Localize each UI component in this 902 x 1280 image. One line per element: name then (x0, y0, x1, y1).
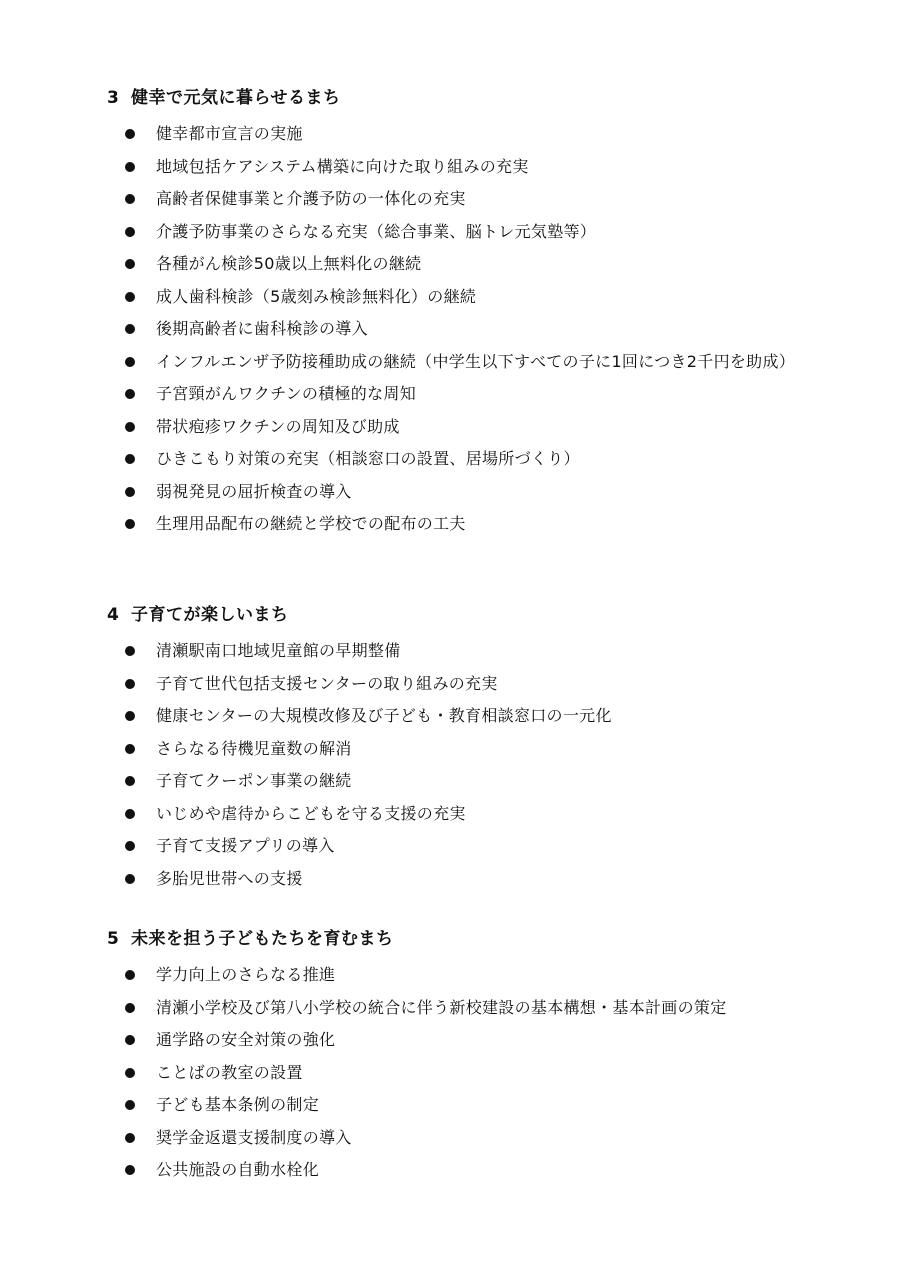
bullet-icon (125, 679, 135, 689)
list-item-text: 子育て世代包括支援センターの取り組みの充実 (156, 673, 498, 693)
bullet-list (0, 959, 902, 1187)
list-item (0, 183, 902, 216)
list-item (0, 1024, 902, 1057)
list-item (0, 668, 902, 701)
bullet-icon (125, 1133, 135, 1143)
list-item-text: 高齢者保健事業と介護予防の一体化の充実 (156, 189, 466, 208)
section-heading (107, 603, 902, 627)
bullet-icon (125, 487, 135, 497)
list-item (0, 700, 902, 733)
list-item (0, 508, 902, 541)
list-item-text: 子宮頸がんワクチンの積極的な周知 (156, 384, 417, 403)
list-item (0, 733, 902, 766)
list-item (0, 118, 902, 151)
bullet-icon (125, 809, 135, 819)
list-item-text: 弱視発見の屈折検査の導入 (156, 481, 352, 501)
bullet-icon (125, 194, 135, 204)
bullet-icon (125, 324, 135, 334)
list-item-text: 奨学金返還支援制度の導入 (156, 1127, 352, 1147)
list-item (0, 635, 902, 668)
bullet-icon (125, 1068, 135, 1078)
bullet-icon (125, 259, 135, 269)
list-item (0, 863, 902, 896)
bullet-icon (125, 519, 135, 529)
list-item-text: 帯状疱疹ワクチンの周知及び助成 (156, 416, 400, 436)
section-5 (0, 927, 902, 1187)
bullet-icon (125, 129, 135, 139)
list-item (0, 992, 902, 1025)
bullet-list (0, 635, 902, 895)
section-4 (0, 603, 902, 895)
section-heading (107, 927, 902, 951)
bullet-icon (125, 1035, 135, 1045)
bullet-icon (125, 874, 135, 884)
list-item (0, 1057, 902, 1090)
list-item-text: 健康センターの大規模改修及び子ども・教育相談窓口の一元化 (156, 706, 612, 725)
bullet-icon (125, 357, 135, 367)
list-item (0, 346, 902, 379)
list-item-text: 成人歯科検診（5歳刻み検診無料化）の継続 (156, 286, 477, 306)
bullet-icon (125, 1100, 135, 1110)
list-item (0, 476, 902, 509)
bullet-icon (125, 422, 135, 432)
list-item (0, 830, 902, 863)
section-3 (0, 86, 902, 541)
list-item (0, 378, 902, 411)
list-item (0, 1154, 902, 1187)
section-number: 5 (107, 929, 120, 949)
bullet-icon (125, 711, 135, 721)
section-title: 健幸で元気に暮らせるまち (131, 88, 341, 108)
bullet-icon (125, 776, 135, 786)
bullet-icon (125, 292, 135, 302)
list-item (0, 411, 902, 444)
list-item (0, 798, 902, 831)
list-item-text: 清瀬駅南口地域児童館の早期整備 (156, 641, 401, 660)
list-item (0, 216, 902, 249)
list-item-text: 介護予防事業のさらなる充実（総合事業、脳トレ元気塾等） (156, 221, 597, 241)
list-item-text: 通学路の安全対策の強化 (156, 1030, 336, 1049)
section-title: 子育てが楽しいまち (131, 605, 289, 625)
list-item (0, 313, 902, 346)
bullet-icon (125, 744, 135, 754)
list-item (0, 1122, 902, 1155)
list-item (0, 248, 902, 281)
section-number: 4 (107, 605, 120, 625)
section-title: 未来を担う子どもたちを育むまち (131, 929, 394, 949)
list-item-text: 各種がん検診50歳以上無料化の継続 (156, 254, 422, 273)
list-item-text: 生理用品配布の継続と学校での配布の工夫 (156, 514, 466, 533)
bullet-list (0, 118, 902, 541)
list-item-text: 清瀬小学校及び第八小学校の統合に伴う新校建設の基本構想・基本計画の策定 (156, 997, 727, 1017)
bullet-icon (125, 646, 135, 656)
list-item (0, 765, 902, 798)
bullet-icon (125, 454, 135, 464)
list-item (0, 281, 902, 314)
list-item-text: 子育て支援アプリの導入 (156, 836, 335, 855)
bullet-icon (125, 227, 135, 237)
list-item (0, 443, 902, 476)
list-item-text: 後期高齢者に歯科検診の導入 (156, 319, 368, 338)
list-item-text: 地域包括ケアシステム構築に向けた取り組みの充実 (156, 156, 529, 176)
bullet-icon (125, 162, 135, 172)
list-item-text: さらなる待機児童数の解消 (156, 738, 352, 758)
list-item-text: 子育てクーポン事業の継続 (156, 771, 352, 790)
list-item-text: 公共施設の自動水栓化 (156, 1160, 320, 1179)
bullet-icon (125, 841, 135, 851)
section-heading (107, 86, 902, 110)
list-item-text: ことばの教室の設置 (156, 1062, 303, 1082)
section-number: 3 (107, 88, 120, 108)
list-item (0, 959, 902, 992)
list-item-text: 多胎児世帯への支援 (156, 868, 303, 888)
list-item-text: いじめや虐待からこどもを守る支援の充実 (156, 803, 466, 823)
list-item (0, 1089, 902, 1122)
bullet-icon (125, 1003, 135, 1013)
list-item-text: 子ども基本条例の制定 (156, 1095, 320, 1114)
bullet-icon (125, 1165, 135, 1175)
list-item-text: 学力向上のさらなる推進 (156, 965, 336, 984)
bullet-icon (125, 970, 135, 980)
list-item (0, 151, 902, 184)
list-item-text: インフルエンザ予防接種助成の継続（中学生以下すべての子に1回につき2千円を助成） (156, 351, 796, 371)
list-item-text: ひきこもり対策の充実（相談窓口の設置、居場所づくり） (156, 449, 580, 468)
bullet-icon (125, 389, 135, 399)
list-item-text: 健幸都市宣言の実施 (156, 124, 303, 143)
